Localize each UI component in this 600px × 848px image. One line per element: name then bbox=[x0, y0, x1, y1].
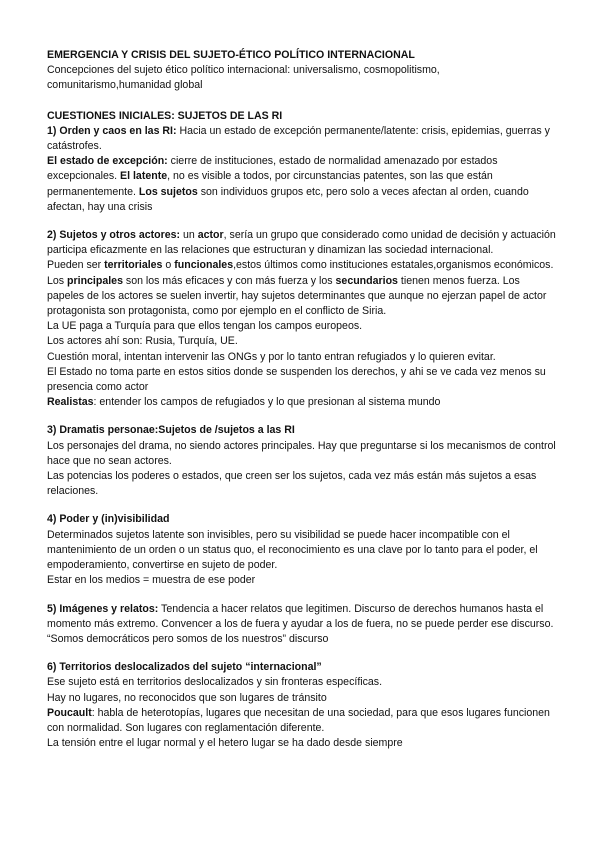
section-4-heading: 4) Poder y (in)visibilidad bbox=[47, 513, 170, 526]
section-6-line: Ese sujeto está en territorios deslocalizados y sin fronteras específicas. bbox=[47, 676, 383, 689]
section-1-intro: 1) Orden y caos en las RI: Hacia un estado de excepción permanente/latente: crisis, epidemias, guerras y catástrofes. bbox=[47, 124, 550, 153]
section-6-heading: 6) Territorios deslocalizados del sujeto “internacional” bbox=[47, 661, 322, 674]
document-title: EMERGENCIA Y CRISIS DEL SUJETO-ÉTICO POLÍTICO INTERNACIONAL bbox=[47, 49, 415, 61]
section-3-heading: 3) Dramatis personae:Sujetos de /sujetos a las RI bbox=[47, 424, 295, 437]
section-2-line: Los actores ahí son: Rusia, Turquía, UE. bbox=[47, 335, 238, 348]
section-2-line: La UE paga a Turquía para que ellos tengan los campos europeos. bbox=[47, 320, 363, 333]
section-3-paragraph: Los personajes del drama, no siendo actores principales. Hay que preguntarse si los mecanismos de control hace que no sean actores. bbox=[47, 439, 556, 467]
section-3-paragraph: Las potencias los poderes o estados, que creen ser los sujetos, cada vez más están más sujetos a esas relaciones. bbox=[47, 470, 537, 498]
document-subtitle: Concepciones del sujeto ético político internacional: universalismo, cosmopolitismo, comunitarismo,humanidad global bbox=[47, 64, 440, 92]
section-2-paragraph: Pueden ser territoriales o funcionales,estos últimos como instituciones estatales,organismos económicos. Los principales son los más eficaces y con más fuerza y los secundarios tienen menos fuerza. Los papeles de los actores se suelen invertir, hay sujetos determinantes que aunque no ejerzan papel de actor protagonista son protagonista, como por ejemplo en el conflicto de Siria. bbox=[47, 259, 554, 318]
section-6-line: La tensión entre el lugar normal y el hetero lugar se ha dado desde siempre bbox=[47, 737, 403, 750]
section-5-paragraph: 5) Imágenes y relatos: Tendencia a hacer relatos que legitimen. Discurso de derechos humanos hasta el momento más extremo. Convencer a los de fuera y ayudar a los de fuera, no se puede perder ese discurso. “Somos democráticos pero somos de los nuestros” discurso bbox=[47, 602, 554, 645]
section-1-heading: 1) Orden y caos en las RI: bbox=[47, 124, 177, 137]
section-2-heading: 2) Sujetos y otros actores: bbox=[47, 229, 181, 242]
document-page bbox=[47, 48, 557, 751]
section-6-line: Hay no lugares, no reconocidos que son lugares de tránsito bbox=[47, 691, 327, 704]
section-4-paragraph: Estar en los medios = muestra de ese poder bbox=[47, 574, 256, 587]
section-4-paragraph: Determinados sujetos latente son invisibles, pero su visibilidad se puede hacer incompatible con el mantenimiento de un orden o un status quo, el reconocimiento es una clave por lo tanto para el poder, el empoderamiento, convertirse en sujeto de poder. bbox=[47, 528, 538, 572]
section-5-heading: 5) Imágenes y relatos: bbox=[47, 602, 159, 615]
section-2-line: Realistas: entender los campos de refugiados y lo que presionan al sistema mundo bbox=[47, 396, 441, 409]
section-6-line: Poucault: habla de heterotopías, lugares que necesitan de una sociedad, para que esos lugares funcionen con normalidad. Son lugares con reglamentación diferente. bbox=[47, 706, 550, 734]
section-1-paragraph: El estado de excepción: cierre de instituciones, estado de normalidad amenazado por estados excepcionales. El latente, no es visible a todos, por circunstancias patentes, son las que están permanentemente. Los sujetos son individuos grupos etc, pero solo a veces afectan al orden, cuando afectan, hay una crisis bbox=[47, 155, 529, 213]
section-heading: CUESTIONES INICIALES: SUJETOS DE LAS RI bbox=[47, 109, 283, 122]
section-2-line: Cuestión moral, intentan intervenir las ONGs y por lo tanto entran refugiados y lo quieren evitar. bbox=[47, 350, 496, 363]
section-2-intro: 2) Sujetos y otros actores: un actor, sería un grupo que considerado como unidad de decisión y actuación participa eficazmente en las relaciones que estructuran y dinamizan las sociedad internacional. bbox=[47, 229, 556, 257]
section-2-line: El Estado no toma parte en estos sitios donde se suspenden los derechos, y ahi se ve cada vez menos su presencia como actor bbox=[47, 365, 546, 394]
